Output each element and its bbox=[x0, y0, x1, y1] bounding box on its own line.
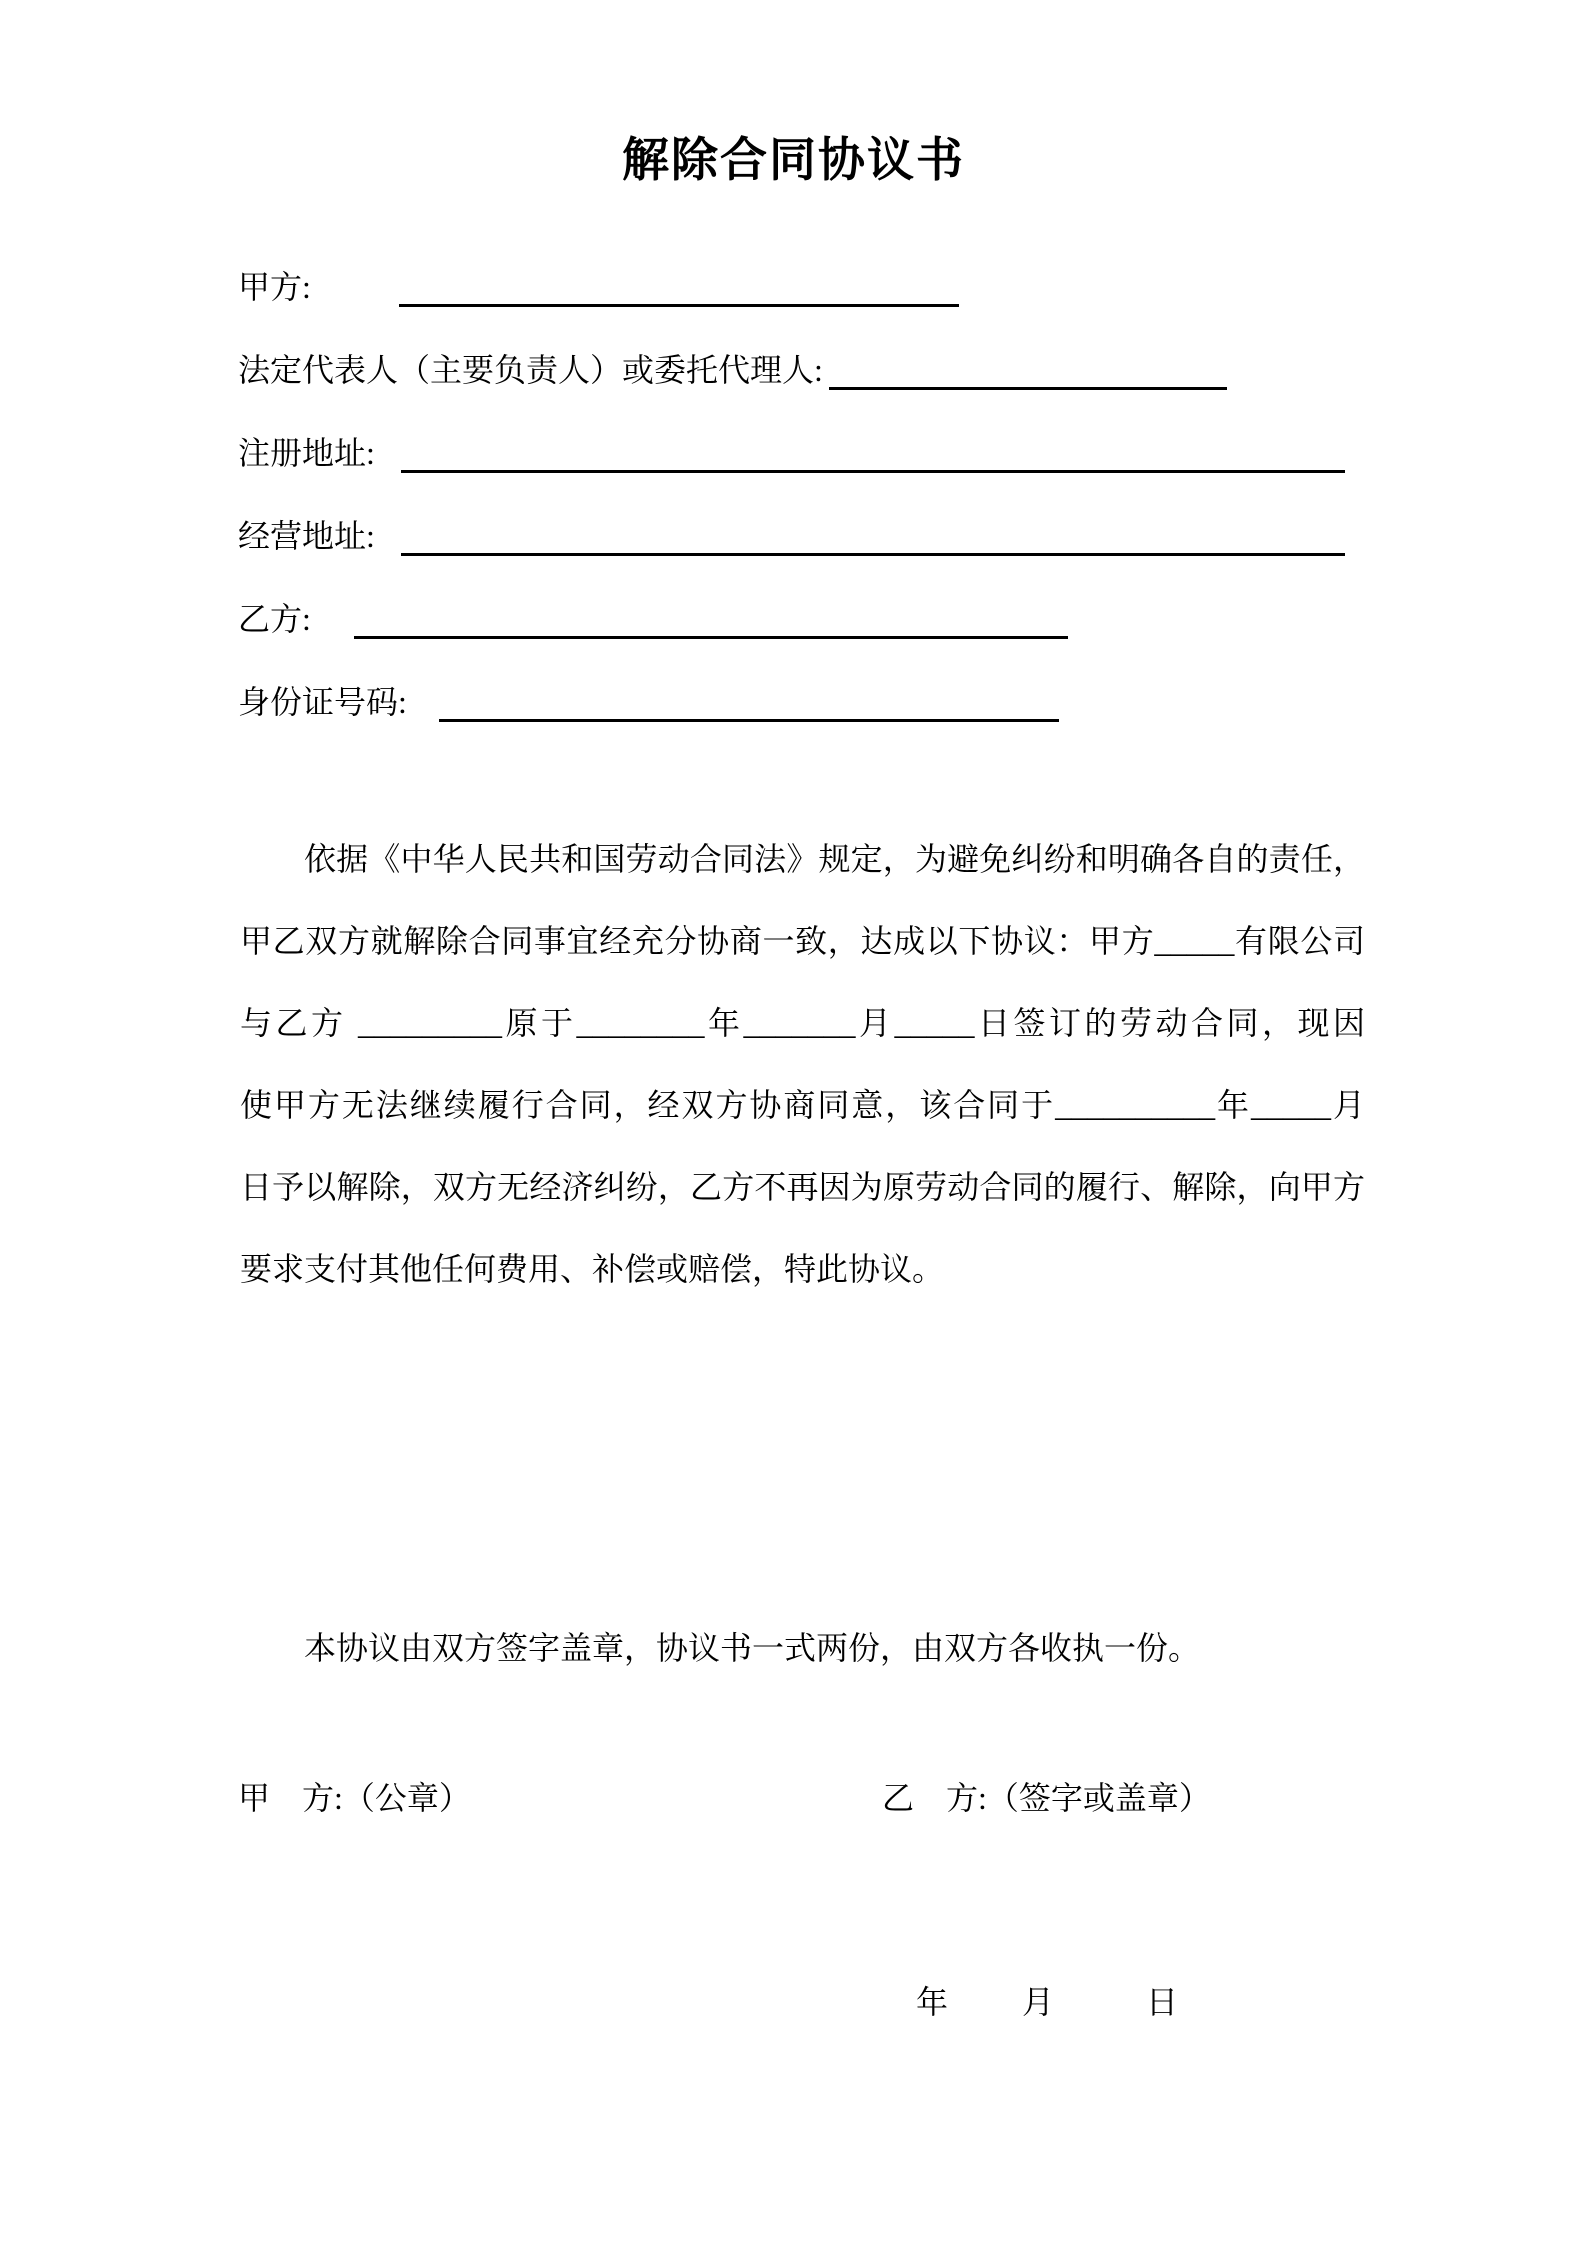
month-label: 月 bbox=[1022, 1984, 1055, 2020]
business-address-label: 经营地址: bbox=[238, 518, 375, 554]
agreement-body bbox=[240, 818, 1365, 1310]
field-row-id-number bbox=[238, 682, 1059, 722]
document-title: 解除合同协议书 bbox=[622, 135, 965, 187]
party-b-label: 乙方: bbox=[238, 601, 311, 637]
legal-representative-label: 法定代表人（主要负责人）或委托代理人: bbox=[238, 352, 823, 388]
body-line: 甲乙双方就解除合同事宜经充分协商一致，达成以下协议：甲方_____有限公司 bbox=[240, 923, 1365, 959]
signature-party-a: 甲 方:（公章） bbox=[238, 1780, 471, 1816]
id-number-fill-line[interactable] bbox=[439, 683, 1059, 722]
body-line: 要求支付其他任何费用、补偿或赔偿，特此协议。 bbox=[240, 1251, 945, 1287]
registered-address-label: 注册地址: bbox=[238, 435, 375, 471]
legal-representative-fill-line[interactable] bbox=[829, 351, 1227, 390]
body-line: 日予以解除，双方无经济纠纷，乙方不再因为原劳动合同的履行、解除，向甲方 bbox=[240, 1169, 1365, 1205]
party-a-fill-line[interactable] bbox=[399, 268, 959, 307]
field-row-party-a bbox=[238, 267, 959, 307]
date-line bbox=[916, 1982, 1178, 2022]
day-label: 日 bbox=[1146, 1984, 1179, 2020]
body-line: 依据《中华人民共和国劳动合同法》规定，为避免纠纷和明确各自的责任， bbox=[304, 841, 1365, 877]
body-line: 与乙方 _________原于________年_______月_____日签订的劳动合同，现因 bbox=[240, 1005, 1365, 1041]
registered-address-fill-line[interactable] bbox=[401, 434, 1345, 473]
closing-line: 本协议由双方签字盖章，协议书一式两份，由双方各收执一份。 bbox=[304, 1630, 1201, 1666]
field-row-party-b bbox=[238, 599, 1068, 639]
year-label: 年 bbox=[916, 1984, 949, 2020]
field-row-legal-representative bbox=[238, 350, 1227, 390]
field-row-registered-address bbox=[238, 433, 1345, 473]
party-b-fill-line[interactable] bbox=[354, 600, 1068, 639]
id-number-label: 身份证号码: bbox=[238, 684, 407, 720]
party-a-label: 甲方: bbox=[238, 269, 311, 305]
field-row-business-address bbox=[238, 516, 1345, 556]
business-address-fill-line[interactable] bbox=[401, 517, 1345, 556]
body-line: 使甲方无法继续履行合同，经双方协商同意，该合同于__________年_____月 bbox=[240, 1087, 1365, 1123]
signature-party-b: 乙 方:（签字或盖章） bbox=[882, 1780, 1211, 1816]
